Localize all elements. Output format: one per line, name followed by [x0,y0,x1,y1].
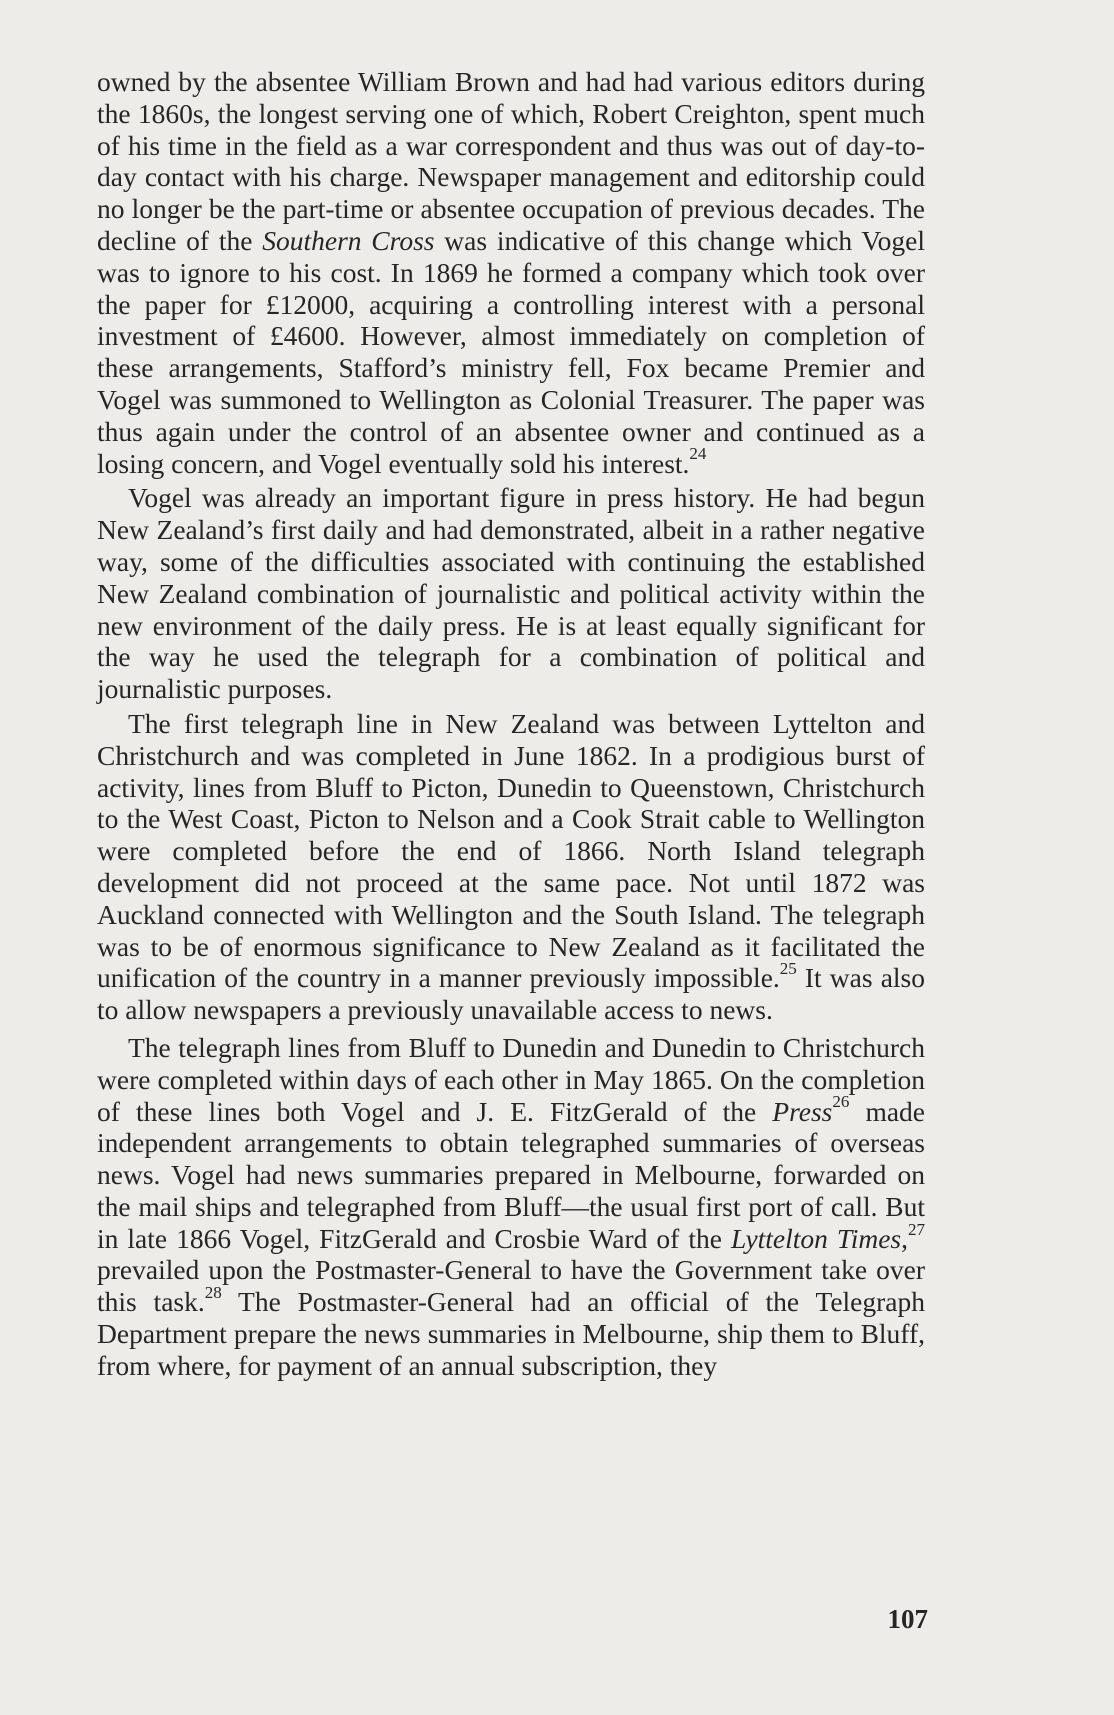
paragraph-1-text-1: owned by the absentee William Brown and had had various editors during the 1860s, the longest serving one of which, Robert Creighton, spent much of his time in the field as a war correspondent and thus was out of day-to-day contact with his charge. Newspaper management and editorship could no longer be the part-time or absentee occupation of previous decades. The decline of the [97,66,925,256]
paragraph-4-text-1: The telegraph lines from Bluff to Dunedin and Dunedin to Christchurch were completed within days of each other in May 1865. On the completion of these lines both Vogel and J. E. FitzGerald of the [97,1031,925,1127]
paragraph-4-comma: , [901,1222,908,1254]
paragraph-1-text-2: was indicative of this change which Vogel was to ignore to his cost. In 1869 he formed a company which took over the paper for £12000, acquiring a controlling interest with a personal investment of £4600. However, almost immediately on completion of these arrangements, Stafford’s ministry fell, Fox became Premier and Vogel was summoned to Wellington as Colonial Treasurer. The paper was thus again under the control of an absentee owner and continued as a losing concern, and Vogel eventually sold his interest. [97,224,926,479]
paragraph-3-text-1: The first telegraph line in New Zealand was between Lyttelton and Christchurch and was completed in June 1862. In a prodigious burst of activity, lines from Bluff to Picton, Dunedin to Queenstown, Christchurch to the West Coast, Picton to Nelson and a Cook Strait cable to Wellington were completed before the end of 1866. North Island telegraph development did not proceed at the same pace. Not until 1872 was Auckland connected with Wellington and the South Island. The telegraph was to be of enormous significance to New Zealand as it facilitated the unification of the country in a manner previously impossible. [97,707,925,994]
body-text [97,66,925,1382]
paragraph-3 [97,708,925,1026]
paragraph-4 [97,1032,925,1382]
newspaper-title-press: Press [772,1095,833,1127]
paragraph-2-text: Vogel was already an important figure in press history. He had begun New Zealand’s first daily and had demonstrated, albeit in a rather negative way, some of the difficulties associated with continuing the established New Zealand combination of journalistic and political activity within the new environment of the daily press. He is at least equally significant for the way he used the telegraph for a combination of political and journalistic purposes. [97,482,925,705]
paragraph-3-text-2: It was also to allow newspapers a previously unavailable access to news. [97,962,925,1026]
paragraph-4-text-2: made independent arrangements to obtain telegraphed summaries of overseas news. Vogel had news summaries prepared in Melbourne, forwarded on the mail ships and telegraphed from Bluff—the usual first port of call. But in late 1866 Vogel, FitzGerald and Crosbie Ward of the [97,1095,926,1254]
paragraph-4-text-3: prevailed upon the Postmaster-General to have the Government take over this task. [97,1254,925,1318]
paragraph-2 [97,482,925,705]
paragraph-1 [97,66,925,479]
newspaper-title-lyttelton-times: Lyttelton Times [730,1222,902,1254]
paragraph-4-text-4: The Postmaster-General had an official of the Telegraph Department prepare the news summaries in Melbourne, ship them to Bluff, from where, for payment of an annual subscription, they [97,1286,925,1381]
footnote-marker-27: 27 [908,1219,925,1239]
footnote-marker-24: 24 [689,444,707,464]
footnote-marker-28: 28 [204,1283,222,1303]
footnote-marker-25: 25 [779,959,797,979]
newspaper-title-southern-cross: Southern Cross [262,224,435,256]
page-number: 107 [887,1604,928,1634]
footnote-marker-26: 26 [832,1092,850,1112]
